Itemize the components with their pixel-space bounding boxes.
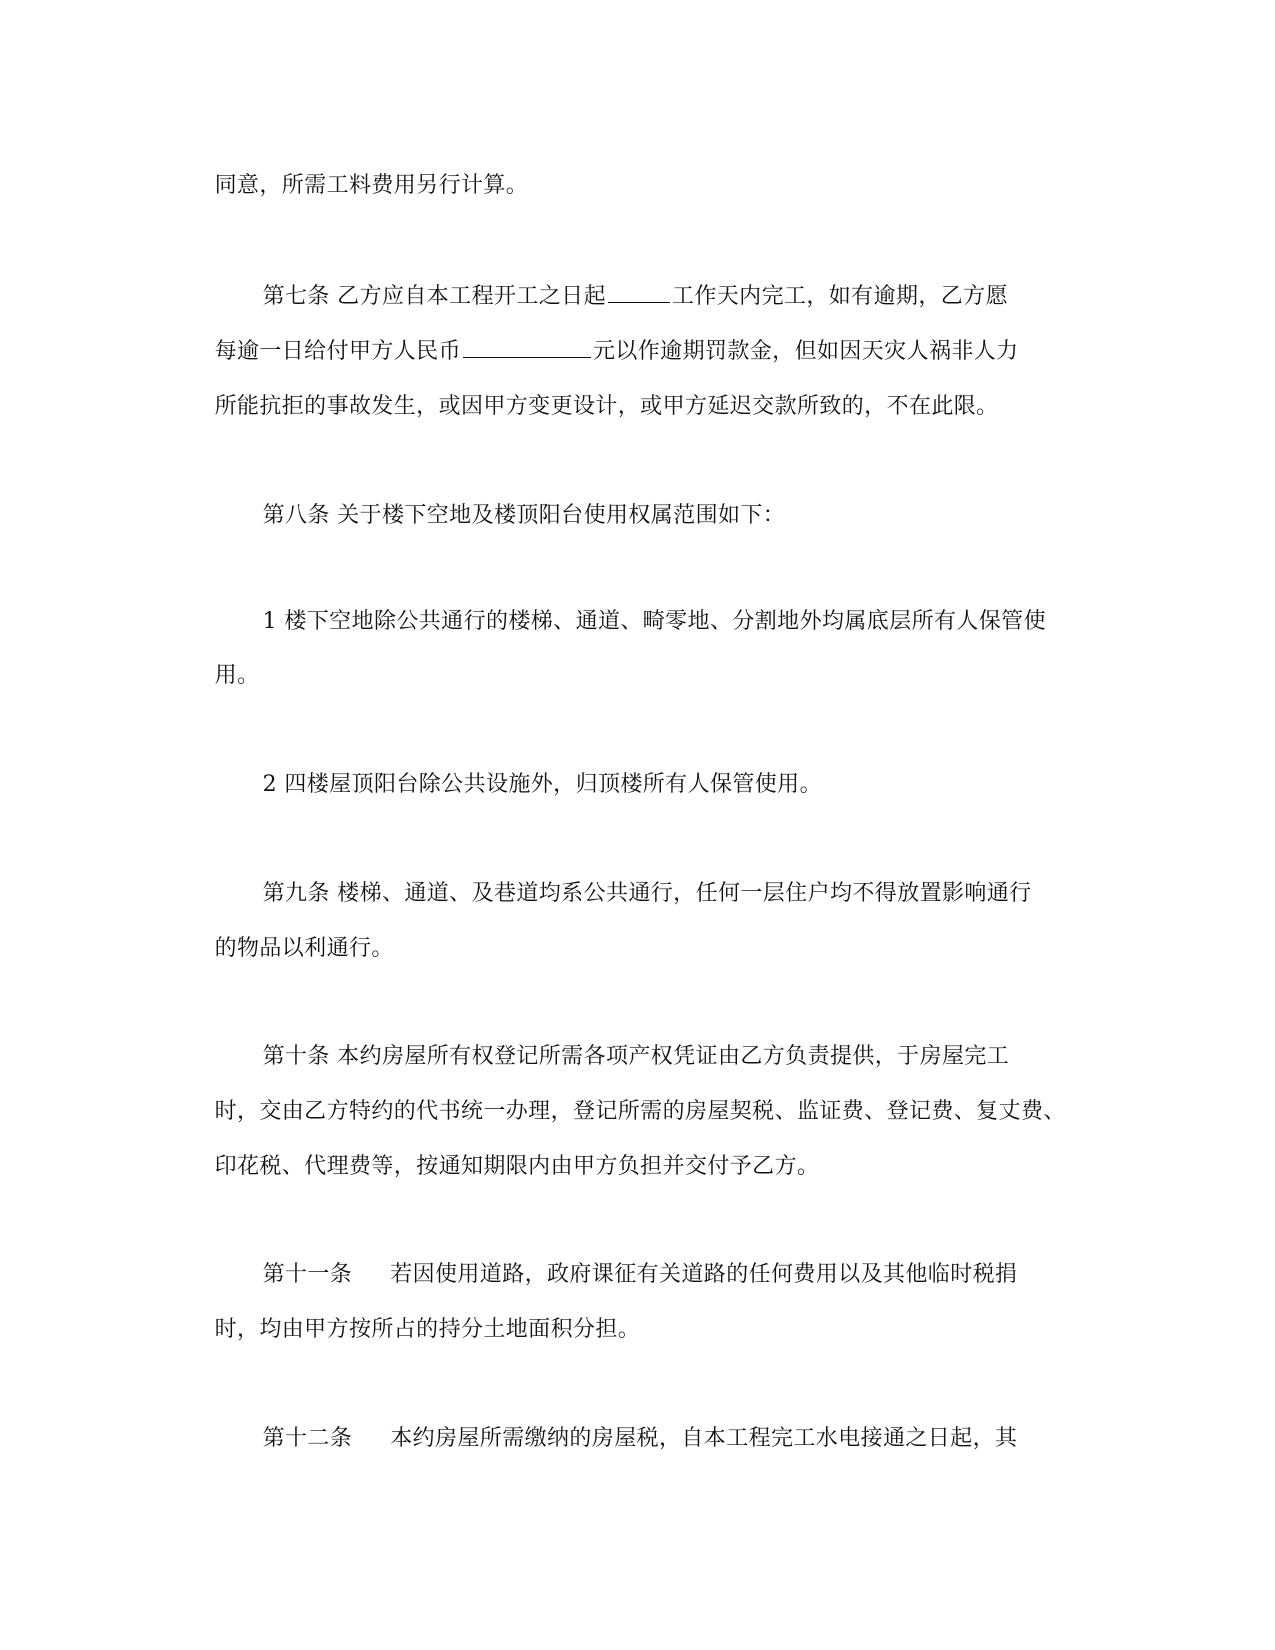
line-text: 工作天内完工，如有逾期，乙方愿 <box>671 284 1008 309</box>
line-text: 元以作逾期罚款金，但如因天灾人祸非人力 <box>592 339 1019 364</box>
paragraph-line <box>185 144 528 228</box>
article-10-line-3 <box>185 1125 819 1209</box>
line-text: 印花税、代理费等，按通知期限内由甲方负担并交付予乙方。 <box>214 1154 820 1179</box>
article-number: 第十二条 <box>262 1426 353 1451</box>
article-7-line-3 <box>185 365 999 449</box>
line-text: 每逾一日给付甲方人民币 <box>214 339 461 364</box>
line-text: 第八条 关于楼下空地及楼顶阳台使用权属范围如下： <box>262 503 786 528</box>
line-text: 用。 <box>214 663 260 688</box>
line-text: 1 楼下空地除公共通行的楼梯、通道、畸零地、分割地外均属底层所有人保管使 <box>262 609 1046 634</box>
article-12-line-1 <box>233 1397 1017 1481</box>
item-1-line-2 <box>185 634 259 718</box>
line-text: 第十条 本约房屋所有权登记所需各项产权凭证由乙方负责提供，于房屋完工 <box>262 1044 1010 1069</box>
article-9-line-2 <box>185 907 394 991</box>
line-text: 同意，所需工料费用另行计算。 <box>214 173 529 198</box>
line-text: 的物品以利通行。 <box>214 936 394 961</box>
line-text: 第九条 楼梯、通道、及巷道均系公共通行，任何一层住户均不得放置影响通行 <box>262 881 1032 906</box>
line-text: 2 四楼屋顶阳台除公共设施外，归顶楼所有人保管使用。 <box>262 772 822 797</box>
article-11-line-2 <box>185 1288 640 1372</box>
line-text: 所能抗拒的事故发生，或因甲方变更设计，或甲方延迟交款所致的，不在此限。 <box>214 394 999 419</box>
line-text: 第七条 乙方应自本工程开工之日起 <box>262 284 606 309</box>
article-number: 第十一条 <box>262 1262 353 1287</box>
item-1-line-1 <box>233 580 1046 664</box>
line-text: 时，均由甲方按所占的持分土地面积分担。 <box>214 1317 641 1342</box>
fill-in-blank-days <box>608 282 670 303</box>
line-text: 时，交由乙方特约的代书统一办理，登记所需的房屋契税、监证费、登记费、复丈费、 <box>214 1099 1066 1124</box>
item-2-line <box>233 743 822 827</box>
article-8-line <box>233 474 785 558</box>
fill-in-blank-amount <box>463 337 591 358</box>
line-text: 本约房屋所需缴纳的房屋税，自本工程完工水电接通之日起，其 <box>390 1426 1018 1451</box>
line-text: 若因使用道路，政府课征有关道路的任何费用以及其他临时税捐 <box>390 1262 1018 1287</box>
